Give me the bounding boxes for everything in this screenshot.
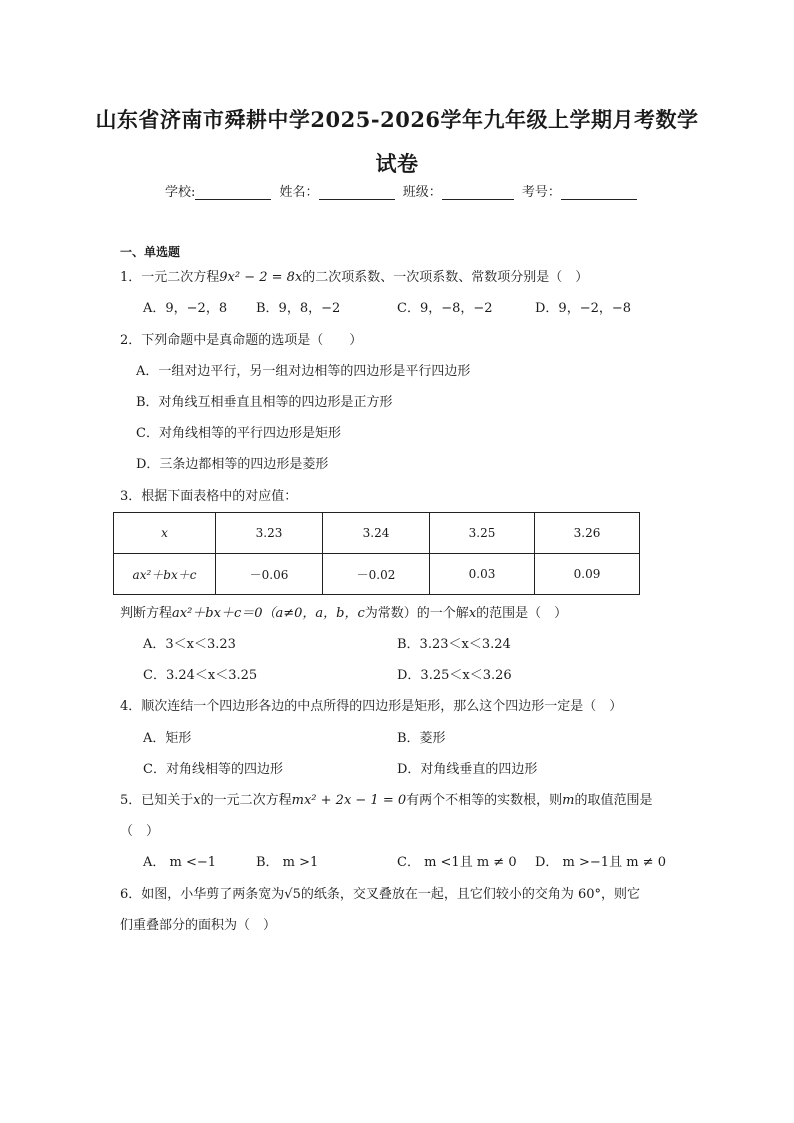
table-cell: 0.03 — [430, 554, 535, 595]
q5-option-c: C． m <1且 m ≠ 0 — [397, 855, 517, 870]
table-cell: 0.09 — [535, 554, 640, 595]
question-1 — [120, 270, 588, 286]
name-blank — [319, 185, 395, 200]
school-label: 学校: — [165, 185, 196, 200]
q6-text-b: 的纸条，交叉叠放在一起，且它们较小的交角为 60°，则它 — [300, 887, 641, 902]
q4-option-d: D．对角线垂直的四边形 — [397, 762, 538, 777]
q5-x: x — [193, 793, 201, 808]
table-cell: －0.06 — [216, 554, 323, 595]
q5-text-c: 有两个不相等的实数根，则 — [406, 793, 563, 808]
table-cell: 3.26 — [535, 513, 640, 554]
q3-stem-equation: ax²＋bx＋c＝0（a≠0，a，b，c — [172, 606, 365, 621]
q5-option-a: A． m <−1 — [143, 855, 217, 870]
section-heading: 一、单选题 — [120, 245, 181, 259]
q5-option-b: B． m >1 — [256, 855, 319, 870]
class-blank — [442, 185, 514, 200]
school-blank — [195, 185, 271, 200]
table-cell: 3.25 — [430, 513, 535, 554]
q6-sqrt5: √5 — [284, 887, 301, 902]
q5-text-d: 的取值范围是 — [574, 793, 653, 808]
q5-equation: mx² + 2x − 1 = 0 — [291, 793, 407, 808]
q5-text-a: 5．已知关于 — [120, 793, 194, 808]
question-3: 3．根据下面表格中的对应值： — [120, 489, 298, 504]
q2-option-c: C．对角线相等的平行四边形是矩形 — [136, 426, 341, 441]
question-2: 2．下列命题中是真命题的选项是（ ） — [120, 333, 363, 348]
q1-option-a: A．9，−2，8 — [143, 301, 228, 316]
q1-option-d: D．9，−2，−8 — [535, 301, 632, 316]
q3-stem-a: 判断方程 — [120, 606, 173, 621]
q5-text-b: 的一元二次方程 — [200, 793, 292, 808]
q3-stem-b: 为常数）的一个解 — [364, 606, 469, 621]
q2-option-d: D．三条边都相等的四边形是菱形 — [136, 457, 329, 472]
exam-no-blank — [561, 185, 637, 200]
exam-title-line1: 山东省济南市舜耕中学2025-2026学年九年级上学期月考数学 — [95, 107, 699, 132]
table-cell: 3.23 — [216, 513, 323, 554]
q1-text-a: 1．一元二次方程 — [120, 270, 220, 285]
q5-option-d: D． m >−1且 m ≠ 0 — [535, 855, 666, 870]
q3-stem-x: x — [468, 606, 477, 621]
q4-option-c: C．对角线相等的四边形 — [143, 762, 283, 777]
q1-option-c: C．9，−8，−2 — [397, 301, 493, 316]
table-row — [114, 513, 640, 554]
q5-answer-paren: （ ） — [120, 824, 160, 839]
q3-option-c: C．3.24＜x＜3.25 — [143, 668, 258, 683]
name-label: 姓名： — [279, 185, 319, 200]
table-row — [114, 554, 640, 595]
q2-option-a: A．一组对边平行，另一组对边相等的四边形是平行四边形 — [136, 364, 471, 379]
q6-text-line2: 们重叠部分的面积为（ ） — [120, 918, 277, 933]
q3-option-d: D．3.25＜x＜3.26 — [397, 668, 512, 683]
class-label: 班级： — [402, 185, 442, 200]
q3-option-a: A．3＜x＜3.23 — [143, 637, 236, 652]
q4-option-b: B．菱形 — [397, 731, 446, 746]
question-6 — [120, 887, 640, 903]
q6-text-a: 6．如图，小华剪了两条宽为 — [120, 887, 285, 902]
table-cell: ax²＋bx＋c — [114, 554, 216, 595]
q3-stem-c: 的范围是（ ） — [476, 606, 568, 621]
q1-option-b: B．9，8，−2 — [256, 301, 341, 316]
q1-equation: 9x² − 2 = 8x — [219, 270, 303, 285]
question-5 — [120, 793, 653, 809]
exam-title-line2: 试卷 — [375, 151, 419, 176]
table-cell: －0.02 — [323, 554, 430, 595]
q4-option-a: A．矩形 — [143, 731, 192, 746]
q1-text-b: 的二次项系数、一次项系数、常数项分别是（ ） — [302, 270, 589, 285]
q2-option-b: B．对角线互相垂直且相等的四边形是正方形 — [136, 395, 393, 410]
exam-no-label: 考号： — [521, 185, 561, 200]
table-cell: x — [114, 513, 216, 554]
q3-option-b: B．3.23＜x＜3.24 — [397, 637, 511, 652]
question-4: 4．顺次连结一个四边形各边的中点所得的四边形是矩形，那么这个四边形一定是（ ） — [120, 699, 623, 714]
student-info-row — [165, 181, 641, 200]
q3-stem — [120, 606, 567, 622]
value-table — [113, 512, 640, 595]
q5-m: m — [562, 793, 575, 808]
table-cell: 3.24 — [323, 513, 430, 554]
